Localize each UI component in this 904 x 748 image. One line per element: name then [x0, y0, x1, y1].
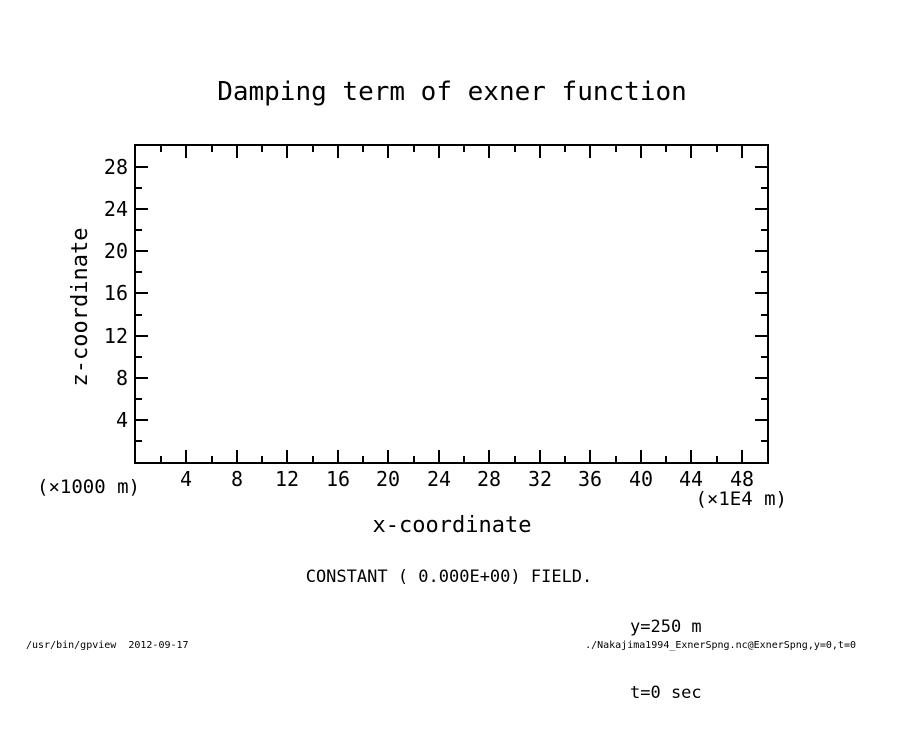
x-tick-bottom	[564, 456, 566, 462]
x-tick-top	[211, 146, 213, 152]
x-tick-top	[564, 146, 566, 152]
x-tick-bottom	[261, 456, 263, 462]
x-tick-bottom	[716, 456, 718, 462]
y-tick-label: 20	[103, 239, 128, 263]
x-tick-bottom	[741, 450, 743, 462]
x-tick-bottom	[690, 450, 692, 462]
x-tick-top	[640, 146, 642, 158]
y-tick-right	[761, 356, 767, 358]
x-tick-bottom	[514, 456, 516, 462]
y-tick-label: 28	[103, 155, 128, 179]
y-tick-right	[761, 440, 767, 442]
x-tick-bottom	[185, 450, 187, 462]
x-tick-top	[665, 146, 667, 152]
x-tick-bottom	[413, 456, 415, 462]
x-tick-top	[236, 146, 238, 158]
y-tick-right	[761, 314, 767, 316]
x-tick-top	[589, 146, 591, 158]
x-tick-label: 36	[577, 467, 603, 491]
y-tick-right	[755, 250, 767, 252]
x-tick-top	[615, 146, 617, 152]
x-tick-label: 4	[179, 467, 193, 491]
x-tick-bottom	[488, 450, 490, 462]
y-tick-right	[761, 187, 767, 189]
x-tick-top	[438, 146, 440, 158]
x-tick-top	[413, 146, 415, 152]
x-tick-bottom	[463, 456, 465, 462]
y-tick-right	[761, 229, 767, 231]
x-tick-top	[387, 146, 389, 158]
x-tick-bottom	[589, 450, 591, 462]
y-tick-left	[136, 398, 142, 400]
x-tick-bottom	[362, 456, 364, 462]
x-tick-top	[690, 146, 692, 158]
y-tick-label: 24	[103, 197, 128, 221]
x-tick-bottom	[387, 450, 389, 462]
x-axis-label: x-coordinate	[372, 513, 532, 538]
footer-datafile: ./Nakajima1994_ExnerSpng.nc@ExnerSpng,y=0,t=0	[585, 640, 856, 651]
x-tick-label: 8	[230, 467, 244, 491]
y-tick-left	[136, 335, 148, 337]
plot-area	[134, 144, 769, 464]
y-tick-right	[755, 166, 767, 168]
x-tick-label: 16	[325, 467, 351, 491]
x-tick-bottom	[312, 456, 314, 462]
y-tick-right	[755, 419, 767, 421]
y-tick-label: 4	[115, 408, 128, 432]
x-tick-bottom	[539, 450, 541, 462]
x-tick-bottom	[286, 450, 288, 462]
x-tick-bottom	[438, 450, 440, 462]
y-tick-left	[136, 229, 142, 231]
y-tick-label: 8	[115, 366, 128, 390]
y-unit-label: (×1000 m)	[37, 476, 140, 498]
y-tick-right	[755, 292, 767, 294]
x-tick-top	[488, 146, 490, 158]
x-tick-bottom	[665, 456, 667, 462]
x-tick-bottom	[160, 456, 162, 462]
x-tick-top	[160, 146, 162, 152]
y-tick-label: 12	[103, 324, 128, 348]
x-tick-label: 20	[375, 467, 401, 491]
x-tick-bottom	[236, 450, 238, 462]
x-tick-top	[362, 146, 364, 152]
y-tick-left	[136, 208, 148, 210]
y-tick-left	[136, 377, 148, 379]
x-tick-label: 12	[274, 467, 300, 491]
x-tick-top	[514, 146, 516, 152]
y-axis-label: z-coordinate	[68, 227, 93, 387]
constant-field-note: CONSTANT ( 0.000E+00) FIELD.	[305, 567, 593, 587]
y-tick-left	[136, 166, 148, 168]
y-tick-right	[755, 335, 767, 337]
x-tick-bottom	[615, 456, 617, 462]
y-tick-left	[136, 314, 142, 316]
x-tick-top	[539, 146, 541, 158]
x-tick-top	[463, 146, 465, 152]
y-tick-left	[136, 271, 142, 273]
x-tick-top	[261, 146, 263, 152]
y-tick-left	[136, 250, 148, 252]
x-tick-top	[185, 146, 187, 158]
y-tick-right	[761, 271, 767, 273]
x-tick-label: 48	[729, 467, 755, 491]
x-tick-bottom	[337, 450, 339, 462]
y-tick-right	[755, 208, 767, 210]
x-tick-top	[716, 146, 718, 152]
x-tick-label: 40	[628, 467, 654, 491]
y-tick-left	[136, 419, 148, 421]
x-tick-label: 44	[678, 467, 704, 491]
slice-info	[630, 572, 702, 748]
x-unit-label: (×1E4 m)	[695, 488, 787, 510]
x-tick-top	[741, 146, 743, 158]
x-tick-label: 28	[476, 467, 502, 491]
x-tick-top	[337, 146, 339, 158]
x-tick-bottom	[640, 450, 642, 462]
x-tick-label: 32	[527, 467, 553, 491]
footer-command: /usr/bin/gpview 2012-09-17	[26, 640, 189, 651]
y-tick-right	[755, 377, 767, 379]
y-tick-left	[136, 440, 142, 442]
y-tick-right	[761, 398, 767, 400]
y-tick-left	[136, 187, 142, 189]
slice-y-label: y=250 m	[630, 617, 702, 637]
y-tick-left	[136, 292, 148, 294]
x-tick-top	[312, 146, 314, 152]
y-tick-left	[136, 356, 142, 358]
x-tick-label: 24	[426, 467, 452, 491]
page-title: Damping term of exner function	[217, 77, 687, 107]
x-tick-bottom	[211, 456, 213, 462]
x-tick-top	[286, 146, 288, 158]
slice-t-label: t=0 sec	[630, 683, 702, 703]
y-tick-label: 16	[103, 281, 128, 305]
